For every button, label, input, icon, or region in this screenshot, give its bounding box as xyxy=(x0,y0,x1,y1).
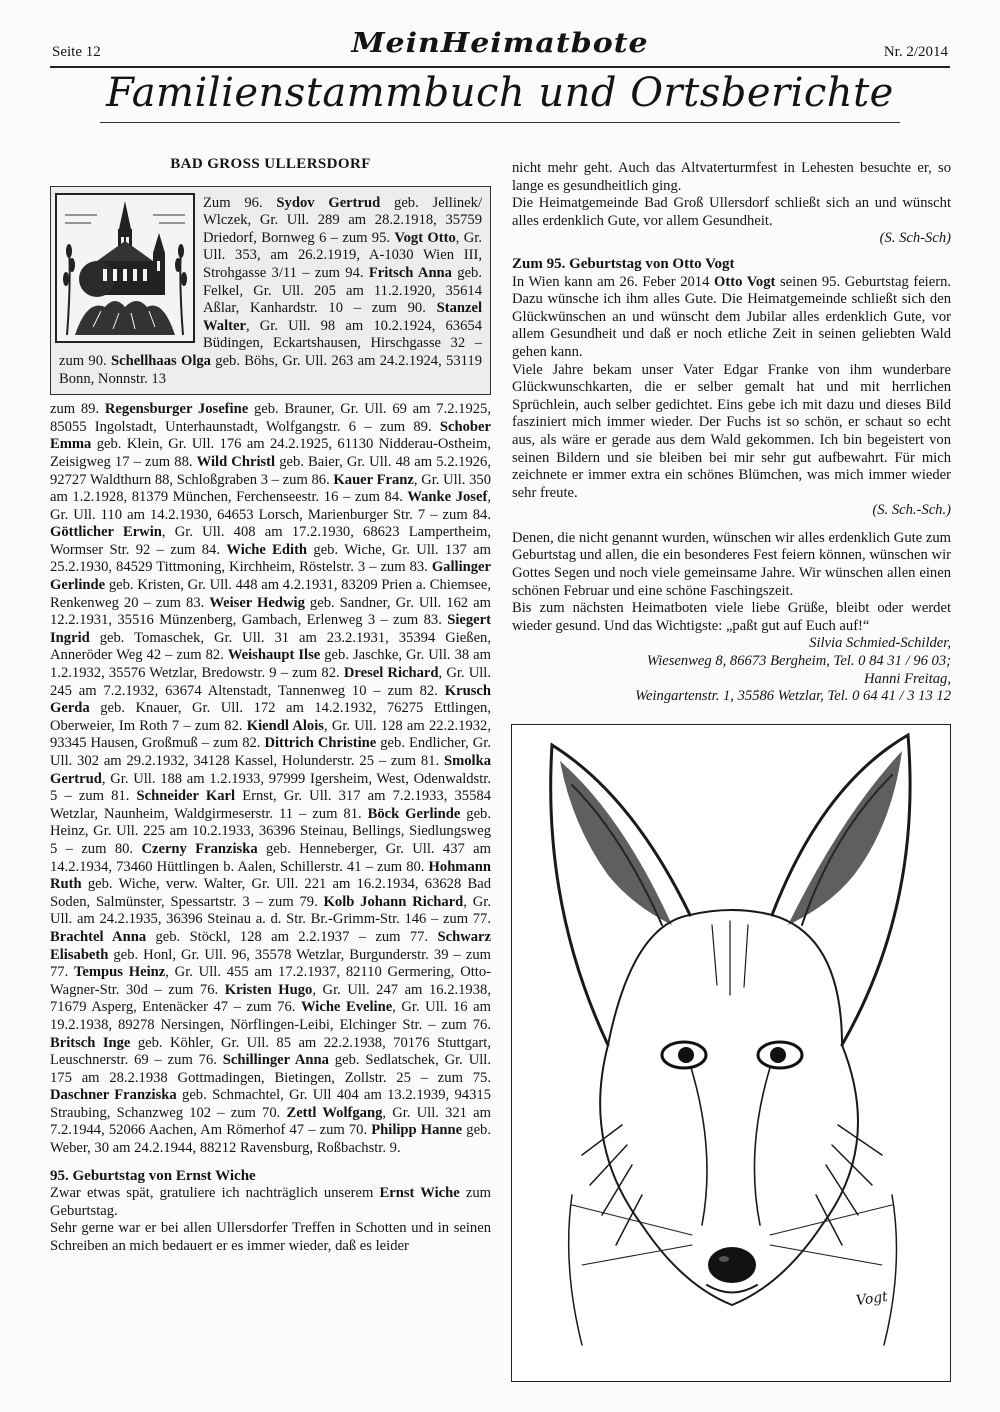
text-segment: geb. Felkel, Gr. Ull. 205 am 11.2.1920, 35614 Aßlar, Kanhardstr. 10 – zum 90. xyxy=(203,264,483,317)
person-name: Wanke Josef xyxy=(407,489,488,506)
ernst-paragraph-2: Sehr gerne war er bei allen Ullersdorfer Treffen in Schotten und in seinen Schreiben an mich bedauert er es immer wieder, daß es leider xyxy=(50,1220,491,1255)
person-name: Weishaupt Ilse xyxy=(227,647,321,664)
person-name: Schillinger Anna xyxy=(222,1052,329,1069)
ernst-heading: 95. Geburtstag von Ernst Wiche xyxy=(50,1167,256,1184)
person-name: Schneider Karl xyxy=(136,788,236,805)
text-segment: Zwar etwas spät, gratuliere ich nachträglich unserem xyxy=(50,1185,380,1202)
text-segment: geb. Honl, Gr. Ull. 96, 35578 Wetzlar, Burgunderstr. 39 – zum 77. xyxy=(50,946,491,981)
person-name: Göttlicher Erwin xyxy=(50,524,162,541)
person-name: Tempus Heinz xyxy=(74,964,166,981)
text-segment: geb. Tomaschek, Gr. Ull. 31 am 23.2.1931, 35394 Gießen, Anneröder Weg 42 – zum 82. xyxy=(50,629,491,664)
text-segment: geb. Kristen, Gr. Ull. 448 am 4.2.1931, 83209 Prien a. Chiemsee, Renkenweg 20 – zum 83. xyxy=(50,577,491,611)
text-segment: geb. Brauner, Gr. Ull. 69 am 7.2.1925, 85055 Ingolstadt, Unterhaunstadt, Wolfgangstr. 6 – zum 89. xyxy=(50,401,491,435)
text-segment: geb. Henneberger, Gr. Ull. 437 am 14.2.1934, 73460 Hüttlingen b. Aalen, Schillerstr. 41 – zum 80. xyxy=(50,840,491,875)
section-title: Familienstammbuch und Ortsberichte xyxy=(106,70,894,116)
person-name: Gallinger Gerlinde xyxy=(50,559,491,594)
text-segment: , Gr. Ull. 98 am 10.2.1924, 63654 Büdingen, Eckartshausen, Hirschgasse 32 – zum 90. xyxy=(59,317,482,369)
text-segment: geb. Weber, 30 am 24.2.1944, 88212 Ravensburg, Roßbachstr. 9. xyxy=(50,1122,491,1157)
text-segment: geb. Endlicher, Gr. Ull. 302 am 29.2.1932, 34128 Kassel, Holunderstr. 25 – zum 81. xyxy=(50,735,491,769)
issue-number: Nr. 2/2014 xyxy=(883,44,948,60)
text-segment: geb. Wiche, Gr. Ull. 137 am 25.2.1930, 84529 Tittmoning, Kirchheim, Röstelstr. 3 – zum 83. xyxy=(50,541,491,576)
text-segment: geb. Schmachtel, Gr. Ull 404 am 13.2.1939, 94315 Straubing, Schanzweg 102 – zum 70. xyxy=(50,1087,491,1121)
author-2-address: Weingartenstr. 1, 35586 Wetzlar, Tel. 0 64 41 / 3 13 12 xyxy=(635,688,951,705)
closing-paragraph-2: Bis zum nächsten Heimatboten viele liebe Grüße, bleibt oder werdet wieder gesund. Und das Wichtigste: „paßt gut auf Euch auf!“ xyxy=(512,600,951,634)
person-name: Philipp Hanne xyxy=(371,1122,463,1139)
text-segment: geb. Knauer, Gr. Ull. 172 am 14.2.1932, 76275 Ettlingen, Oberweier, Im Roth 7 – zum 82. xyxy=(50,700,491,734)
left-column xyxy=(50,130,491,1256)
ernst-paragraph-1 xyxy=(50,1185,491,1220)
text-segment: geb. Jellinek/ Wlczek, Gr. Ull. 289 am 28.2.1918, 35759 Driedorf, Bornweg 6 – zum 95. xyxy=(203,194,483,246)
otto-paragraph-1 xyxy=(512,274,951,362)
person-name: Böck Gerlinde xyxy=(367,805,461,822)
community-wishes: Die Heimatgemeinde Bad Groß Ullersdorf schließt sich an und wünscht alles erdenklich Gute, vor allem Gesundheit. xyxy=(512,195,951,229)
right-column xyxy=(512,160,951,706)
person-name: Wild Christl xyxy=(196,453,276,470)
closing-paragraph-1: Denen, die nicht genannt wurden, wünschen wir alles erdenklich Gute zum Geburtstag und allen, die ein besonderes Fest feiern können, wünschen wir Gottes Segen und noch viele gemeinsame Jahre. Wir wünschen allen einen schönen Februar und eine schöne Faschingszeit. xyxy=(512,529,951,599)
person-name: Siegert Ingrid xyxy=(50,612,491,646)
person-name: Ernst Wiche xyxy=(379,1185,460,1202)
text-segment: zum Geburtstag. xyxy=(50,1185,492,1219)
text-segment: , Gr. Ull. am 24.2.1935, 36396 Steinau a. d. Str. Br.-Grimm-Str. 146 – zum 77. xyxy=(50,893,491,928)
text-segment: geb. Baier, Gr. Ull. 48 am 5.2.1926, 92727 Waldthurn 88, Schloßgraben 3 – zum 86. xyxy=(50,453,491,488)
text-segment: Ernst, Gr. Ull. 317 am 7.2.1933, 35584 Wetzlar, Naunheim, Waldgirmeserstr. 11 – zum 81. xyxy=(50,788,491,822)
text-segment: , Gr. Ull. 16 am 19.2.1938, 89278 Nersingen, Nörflingen-Leibi, Elchinger Str. – zum 76. xyxy=(50,999,491,1033)
text-segment: , Gr. Ull. 455 am 17.2.1937, 82110 Germering, Otto-Wagner-Str. 30d – zum 76. xyxy=(50,964,491,998)
author-1-name: Silvia Schmied-Schilder, xyxy=(809,635,951,652)
intro-box xyxy=(50,186,491,396)
text-segment: , Gr. Ull. 128 am 22.2.1932, 93345 Hausen, Großmuß – zum 82. xyxy=(50,717,491,752)
text-segment: , Gr. Ull. 408 am 17.2.1930, 68623 Lampertheim, Wormser Str. 92 – zum 84. xyxy=(50,524,491,558)
text-segment: , Gr. Ull. 321 am 7.2.1944, 52066 Aachen, Am Römerhof 47 – zum 70. xyxy=(50,1104,491,1139)
person-name: Daschner Franziska xyxy=(50,1087,177,1104)
person-name: Krusch Gerda xyxy=(50,682,491,717)
text-segment: , Gr. Ull. 350 am 1.2.1928, 81379 München, Ferchenseestr. 16 – zum 84. xyxy=(50,471,491,506)
text-segment: , Gr. Ull. 188 am 1.2.1933, 97999 Igersheim, West, Odenwaldstr. 5 – zum 81. xyxy=(50,770,491,805)
text-segment: , Gr. Ull. 110 am 14.2.1930, 64653 Lorsch, Marienburger Str. 7 – zum 84. xyxy=(50,489,491,523)
otto-paragraph-2: Viele Jahre bekam unser Vater Edgar Franke von ihm wunderbare Glückwunschkarten, die er selber gemalt hat und mit herrlichen Sprüchlein, auch selber gedichtet. Eins gebe ich mit dazu und dieses Bild fasziniert mich immer wieder. Der Fuchs ist so schön, er schaut so echt aus, als wäre er gerade aus dem Wald gekommen. Ich bin begeistert von seinen Bildern und sie bleiben bei mir sehr gut aufbewahrt. Für mich zeichnete er immer extra ein schönes Blümchen, was mich immer wieder sehr freute. xyxy=(512,361,951,501)
person-name: Zettl Wolfgang xyxy=(286,1104,383,1121)
person-name: Brachtel Anna xyxy=(50,928,147,945)
person-name: Regensburger Josefine xyxy=(104,401,249,418)
person-name: Czerny Franziska xyxy=(141,840,258,857)
ernst-continuation: nicht mehr geht. Auch das Altvaterturmfest in Lehesten besuchte er, so lange es gesundheitlich ging. xyxy=(512,160,951,194)
person-name: Schellhaas Olga xyxy=(110,352,211,369)
location-heading: BAD GROSS ULLERSDORF xyxy=(170,156,371,172)
text-segment: zum 89. xyxy=(50,401,105,418)
text-segment: , Gr. Ull. 353, am 26.2.1919, A-1030 Wien III, Strohgasse 3/11 – zum 94. xyxy=(203,229,483,281)
text-segment: geb. Sandner, Gr. Ull. 162 am 12.2.1931, 35516 Münzenberg, Gambach, Erlenweg 3 – zum 83. xyxy=(50,594,491,629)
otto-heading: Zum 95. Geburtstag von Otto Vogt xyxy=(512,255,735,272)
person-name: Dittrich Christine xyxy=(264,735,377,752)
text-segment: In Wien kann am 26. Feber 2014 xyxy=(512,273,714,290)
person-name: Wiche Eveline xyxy=(300,999,393,1016)
author-1-address: Wiesenweg 8, 86673 Bergheim, Tel. 0 84 31 / 96 03; xyxy=(646,653,951,670)
text-segment: geb. Sedlatschek, Gr. Ull. 175 am 28.2.1938 Gottmadingen, Bietingen, Zollstr. 25 – zum 75. xyxy=(50,1052,491,1086)
text-segment: seinen 95. Geburtstag feiern. Dazu wünsche ich ihm alles Gute. Die Heimatgemeinde schließt sich den Glückwünschen an und wünscht dem Jubilar alles erdenklich Gute, vor allem Gesundheit und daß er noch etliche Zeit in seinen geliebten Wald gehen kann. xyxy=(512,273,952,360)
birthday-list xyxy=(50,401,491,1158)
person-name: Weiser Hedwig xyxy=(209,594,305,611)
person-name: Wiche Edith xyxy=(226,541,308,558)
text-segment: geb. Heinz, Gr. Ull. 225 am 10.2.1933, 36396 Steinau, Bellings, Siedlungsweg 5 – zum 80. xyxy=(50,805,491,857)
person-name: Kauer Franz xyxy=(333,471,414,488)
title-underline xyxy=(100,122,900,123)
person-name: Sydov Gertrud xyxy=(276,194,381,211)
person-name: Hohmann Ruth xyxy=(50,858,491,893)
text-segment: , Gr. Ull. 247 am 16.2.1938, 71679 Asperg, Entenäcker 47 – zum 76. xyxy=(50,981,491,1016)
person-name: Dresel Richard xyxy=(343,665,439,682)
person-name: Britsch Inge xyxy=(50,1034,131,1051)
person-name: Smolka Gertrud xyxy=(50,753,491,787)
church-crest-icon xyxy=(55,193,195,343)
person-name: Schober Emma xyxy=(50,418,491,453)
person-name: Otto Vogt xyxy=(714,273,776,290)
person-name: Kristen Hugo xyxy=(224,981,313,998)
person-name: Vogt Otto xyxy=(394,229,456,246)
person-name: Fritsch Anna xyxy=(368,264,452,281)
person-name: Kolb Johann Richard xyxy=(323,893,464,910)
text-segment: geb. Wiche, verw. Walter, Gr. Ull. 221 am 16.2.1934, 63628 Bad Soden, Salmünster, Spessartstr. 3 – zum 79. xyxy=(50,876,491,910)
text-segment: Zum 96. xyxy=(203,194,277,211)
text-segment: geb. Köhler, Gr. Ull. 85 am 22.2.1938, 70176 Stuttgart, Leuschnerstr. 69 – zum 76. xyxy=(50,1034,491,1069)
header-rule xyxy=(50,66,950,68)
fox-drawing-icon xyxy=(511,724,951,1382)
author-2-name: Hanni Freitag, xyxy=(863,670,951,687)
signature-1: (S. Sch-Sch) xyxy=(879,230,951,247)
text-segment: geb. Klein, Gr. Ull. 176 am 24.2.1925, 61130 Nidderau-Ostheim, Zeisigweg 17 – zum 88. xyxy=(50,436,491,470)
person-name: Schwarz Elisabeth xyxy=(50,928,492,963)
text-segment: geb. Stöckl, 128 am 2.2.1937 – zum 77. xyxy=(146,928,438,945)
person-name: Kiendl Alois xyxy=(246,717,324,734)
text-segment: , Gr. Ull. 245 am 7.2.1932, 63674 Altenstadt, Tannenweg 10 – zum 82. xyxy=(50,665,492,699)
masthead-logo: MeinHeimatbote xyxy=(351,27,649,60)
text-segment: geb. Jaschke, Gr. Ull. 38 am 1.2.1932, 35576 Wetzlar, Bredowstr. 9 – zum 82. xyxy=(50,647,491,682)
person-name: Stanzel Walter xyxy=(203,300,482,334)
signature-2: (S. Sch.-Sch.) xyxy=(872,502,951,519)
text-segment: geb. Böhs, Gr. Ull. 263 am 24.2.1924, 53119 Bonn, Nonnstr. 13 xyxy=(59,352,482,387)
artist-signature: Vogt xyxy=(855,1288,889,1310)
page-number: Seite 12 xyxy=(52,44,101,60)
